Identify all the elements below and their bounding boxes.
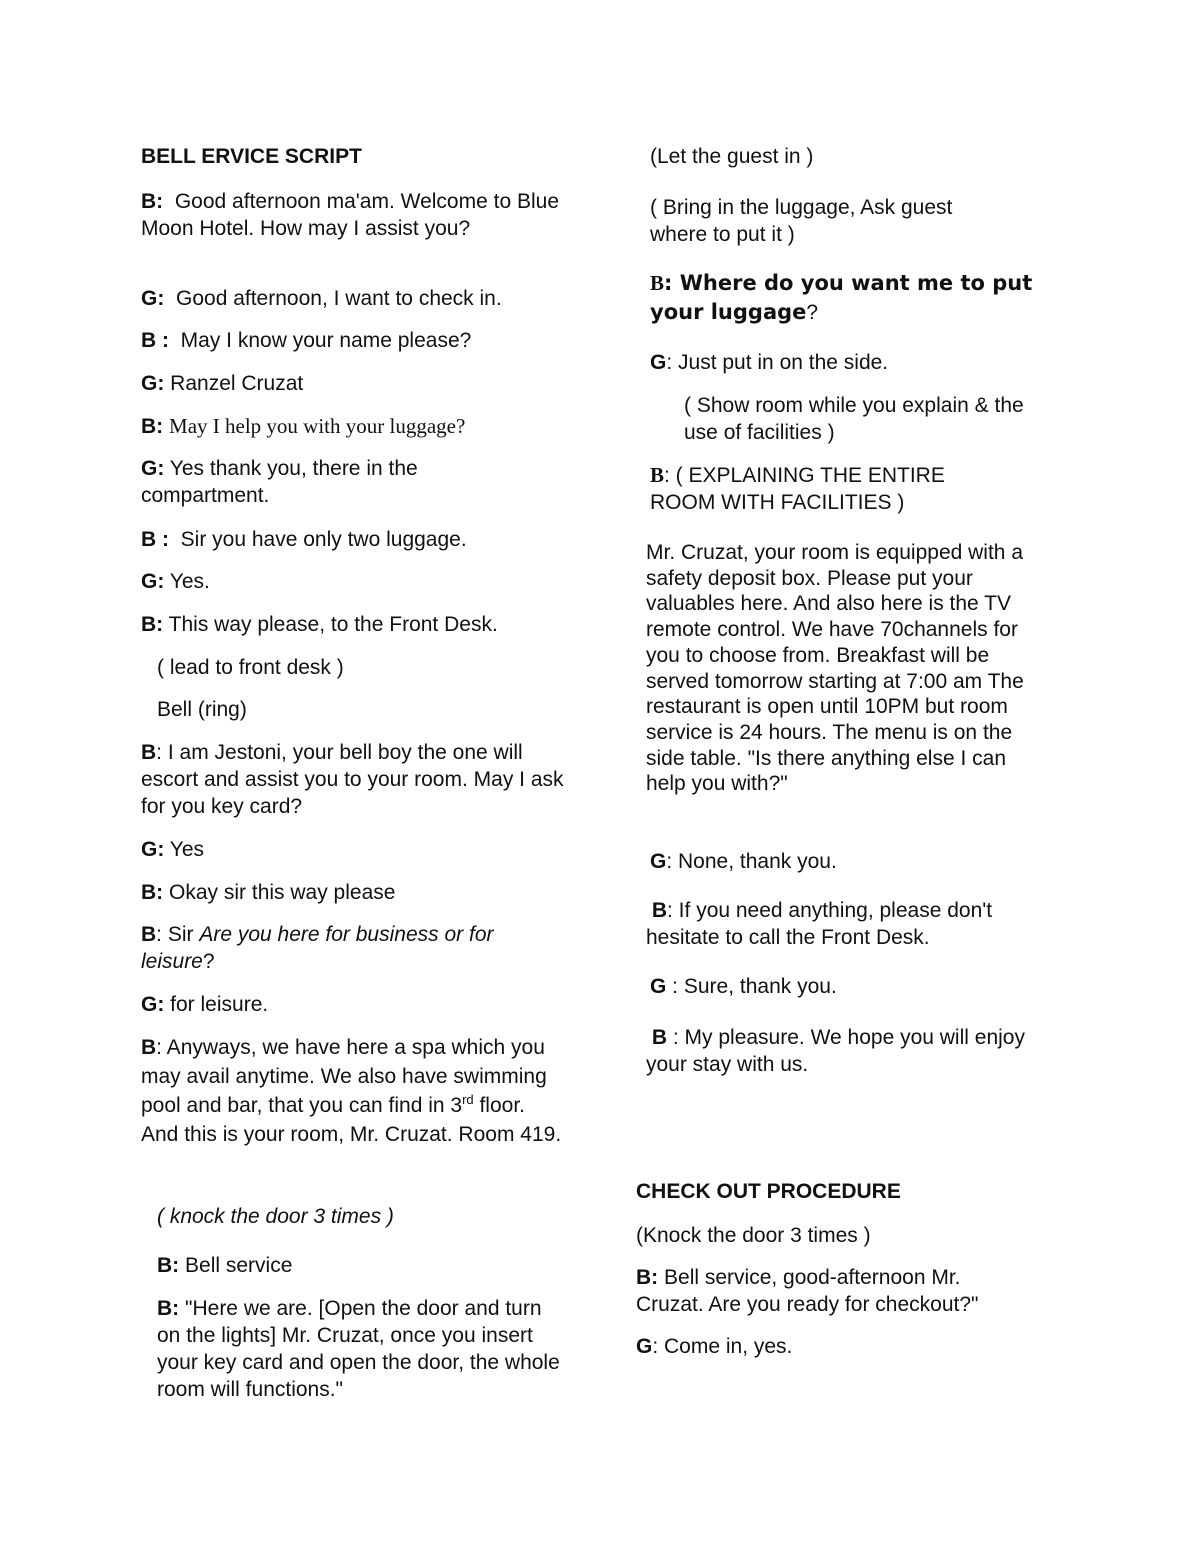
checkout-title: CHECK OUT PROCEDURE <box>636 1180 901 1203</box>
dialogue-line: G: for leisure. <box>141 993 269 1016</box>
dialogue-line: B: Okay sir this way please <box>141 881 396 904</box>
stage-direction: (Let the guest in ) <box>650 145 814 168</box>
dialogue-line: B: If you need anything, please don't hesitate to call the Front Desk. <box>646 899 993 949</box>
dialogue-line: B: This way please, to the Front Desk. <box>141 613 498 636</box>
stage-direction: ( knock the door 3 times ) <box>157 1205 394 1228</box>
explanation-paragraph: Mr. Cruzat, your room is equipped with a safety deposit box. Please put your valuables here. And also here is the TV remote control. We have 70channels for you to choose from. Breakfast will be served tomorrow starting at 7:00 am The restaurant is open until 10PM but room service is 24 hours. The menu is on the side table. "Is there anything else I can help you with?" <box>646 541 1024 796</box>
dialogue-line: G: Come in, yes. <box>636 1335 793 1358</box>
dialogue-line: B: Where do you want me to put your luggage? <box>650 271 1033 324</box>
dialogue-line: B: Good afternoon ma'am. Welcome to Blue Moon Hotel. How may I assist you? <box>141 190 559 240</box>
dialogue-line: G: Ranzel Cruzat <box>141 372 304 395</box>
speaker-label: B: <box>141 190 164 213</box>
dialogue-line: B: May I help you with your luggage? <box>141 414 466 438</box>
dialogue-line: B : May I know your name please? <box>141 329 472 352</box>
dialogue-line: B: Bell service <box>157 1254 293 1277</box>
script-title: BELL ERVICE SCRIPT <box>141 145 362 168</box>
dialogue-line: G: Yes <box>141 838 205 861</box>
stage-direction: ( Show room while you explain & the use of facilities ) <box>684 394 1024 444</box>
dialogue-line: G: Good afternoon, I want to check in. <box>141 287 502 310</box>
dialogue-line: B : My pleasure. We hope you will enjoy your stay with us. <box>646 1026 1025 1076</box>
dialogue-line: B: Bell service, good-afternoon Mr. Cruzat. Are you ready for checkout?" <box>636 1266 979 1316</box>
stage-direction: ( lead to front desk ) <box>157 656 344 679</box>
dialogue-line: G: Just put in on the side. <box>650 351 889 374</box>
dialogue-line: B: Anyways, we have here a spa which you may avail anytime. We also have swimming pool and bar, that you can find in 3rd floor. And this is your room, Mr. Cruzat. Room 419. <box>141 1036 562 1146</box>
dialogue-line: B: ( EXPLAINING THE ENTIRE ROOM WITH FACILITIES ) <box>650 463 945 514</box>
dialogue-line: G: Yes thank you, there in the compartment. <box>141 457 418 507</box>
dialogue-line: B: Sir Are you here for business or for leisure? <box>141 923 494 973</box>
stage-direction: (Knock the door 3 times ) <box>636 1224 871 1247</box>
dialogue-line: B: "Here we are. [Open the door and turn on the lights] Mr. Cruzat, once you insert your key card and open the door, the whole room will functions." <box>157 1297 560 1401</box>
stage-direction: ( Bring in the luggage, Ask guest where to put it ) <box>650 196 953 246</box>
dialogue-line: G : Sure, thank you. <box>650 975 837 998</box>
dialogue-line: B: I am Jestoni, your bell boy the one will escort and assist you to your room. May I ask for you key card? <box>141 741 564 818</box>
dialogue-line: G: Yes. <box>141 570 210 593</box>
stage-direction: Bell (ring) <box>157 698 247 721</box>
dialogue-line: B : Sir you have only two luggage. <box>141 528 467 551</box>
dialogue-line: G: None, thank you. <box>650 850 837 873</box>
